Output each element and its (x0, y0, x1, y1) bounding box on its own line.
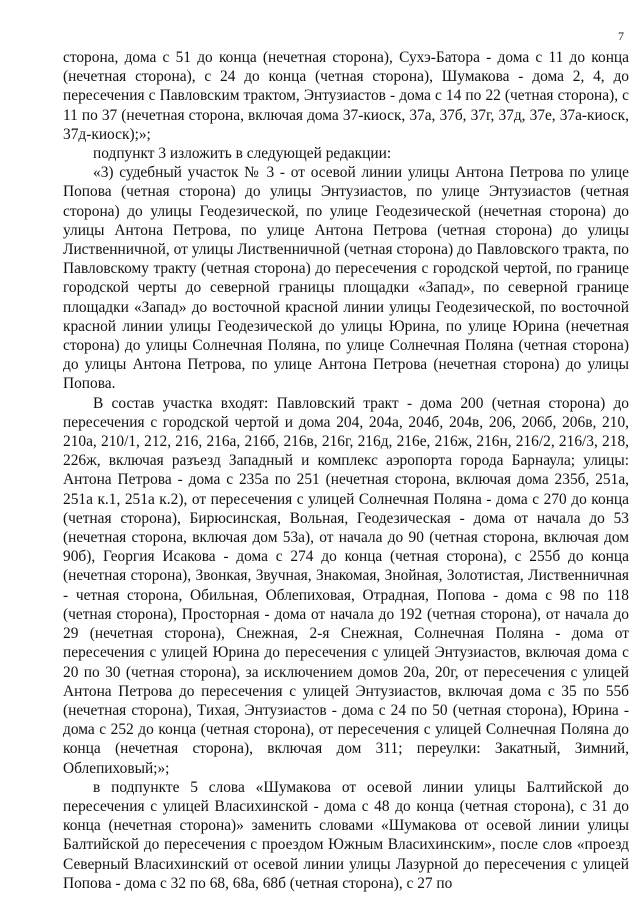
paragraph-3: «3) судебный участок № 3 - от осевой линии улицы Антона Петрова по улице Попова (четная сторона) до улицы Энтузиастов, по улице Энтузиастов (четная сторона) до улицы Геодезической, по улице Геодезической (нечетная сторона) до улицы Антона Петрова, по улице Антона Петрова (четная сторона) до улицы Лиственничной, от улицы Лиственничной (четная сторона) до Павловского тракта, по Павловскому тракту (четная сторона) до пересечения с городской чертой, по границе городской черты до северной границы площадки «Запад», по северной границе площадки «Запад» до восточной красной линии улицы Геодезической, по восточной красной линии улицы Геодезической до улицы Юрина, по улице Юрина (нечетная сторона) до улицы Солнечная Поляна, по улице Солнечная Поляна (четная сторона) до улицы Антона Петрова, по улице Антона Петрова (нечетная сторона) до улицы Попова. (63, 164, 629, 393)
page-number: 7 (618, 29, 624, 43)
paragraph-1: сторона, дома с 51 до конца (нечетная сторона), Сухэ-Батора - дома с 11 до конца (нечетная сторона), с 24 до конца (четная сторона), Шумакова - дома 2, 4, до пересечения с Павловским трактом, Энтузиастов - дома с 14 по 22 (четная сторона), с 11 по 37 (нечетная сторона, включая дома 37-киоск, 37а, 37б, 37г, 37д, 37е, 37а-киоск, 37д-киоск);»; (63, 49, 629, 143)
document-body (63, 48, 629, 893)
paragraph-4: В состав участка входят: Павловский тракт - дома 200 (четная сторона) до пересечения с городской чертой и дома 204, 204а, 204б, 204в, 206, 206б, 206в, 210, 210а, 210/1, 212, 216, 216а, 216б, 216в, 216г, 216д, 216е, 216ж, 216н, 216/2, 216/3, 218, 226ж, включая разъезд Западный и комплекс аэропорта города Барнаула; улицы: Антона Петрова - дома с 235а по 251 (нечетная сторона, включая дома 235б, 251а, 251а к.1, 251а к.2), от пересечения с улицей Солнечная Поляна - дома с 270 до конца (четная сторона), Бирюсинская, Вольная, Геодезическая - дома от начала до 53 (нечетная сторона, включая дом 53а), от начала до 90 (четная сторона, включая дом 90б), Георгия Исакова - дома с 274 до конца (четная сторона), с 255б до конца (нечетная сторона), Звонкая, Звучная, Знакомая, Знойная, Золотистая, Лиственничная - четная сторона, Обильная, Облепиховая, Отрадная, Попова - дома с 98 по 118 (четная сторона), Просторная - дома от начала до 192 (четная сторона), от начала до 29 (нечетная сторона), Снежная, 2-я Снежная, Солнечная Поляна - дома от пересечения с улицей Юрина до пересечения с улицей Энтузиастов, включая дома с 20 по 30 (четная сторона), за исключением домов 20а, 20г, от пересечения с улицей Антона Петрова до пересечения с улицей Энтузиастов, включая дома с 35 по 55б (нечетная сторона), Тихая, Энтузиастов - дома с 24 по 50 (четная сторона), Юрина - дома с 252 до конца (четная сторона), от пересечения с улицей Солнечная Поляна до конца (нечетная сторона), включая дом 311; переулки: Закатный, Зимний, Облепиховый;»; (63, 394, 629, 777)
paragraph-5: в подпункте 5 слова «Шумакова от осевой линии улицы Балтийской до пересечения с улицей Власихинской - дома с 48 до конца (четная сторона), с 31 до конца (нечетная сторона)» заменить словами «Шумакова от осевой линии улицы Балтийской до пересечения с проездом Южным Власихинским», после слов «проезд Северный Власихинский от осевой линии улицы Лазурной до пересечения с улицей Попова - дома с 32 по 68, 68а, 68б (четная сторона), с 27 по (63, 778, 629, 892)
paragraph-2: подпункт 3 изложить в следующей редакции: (93, 145, 392, 163)
